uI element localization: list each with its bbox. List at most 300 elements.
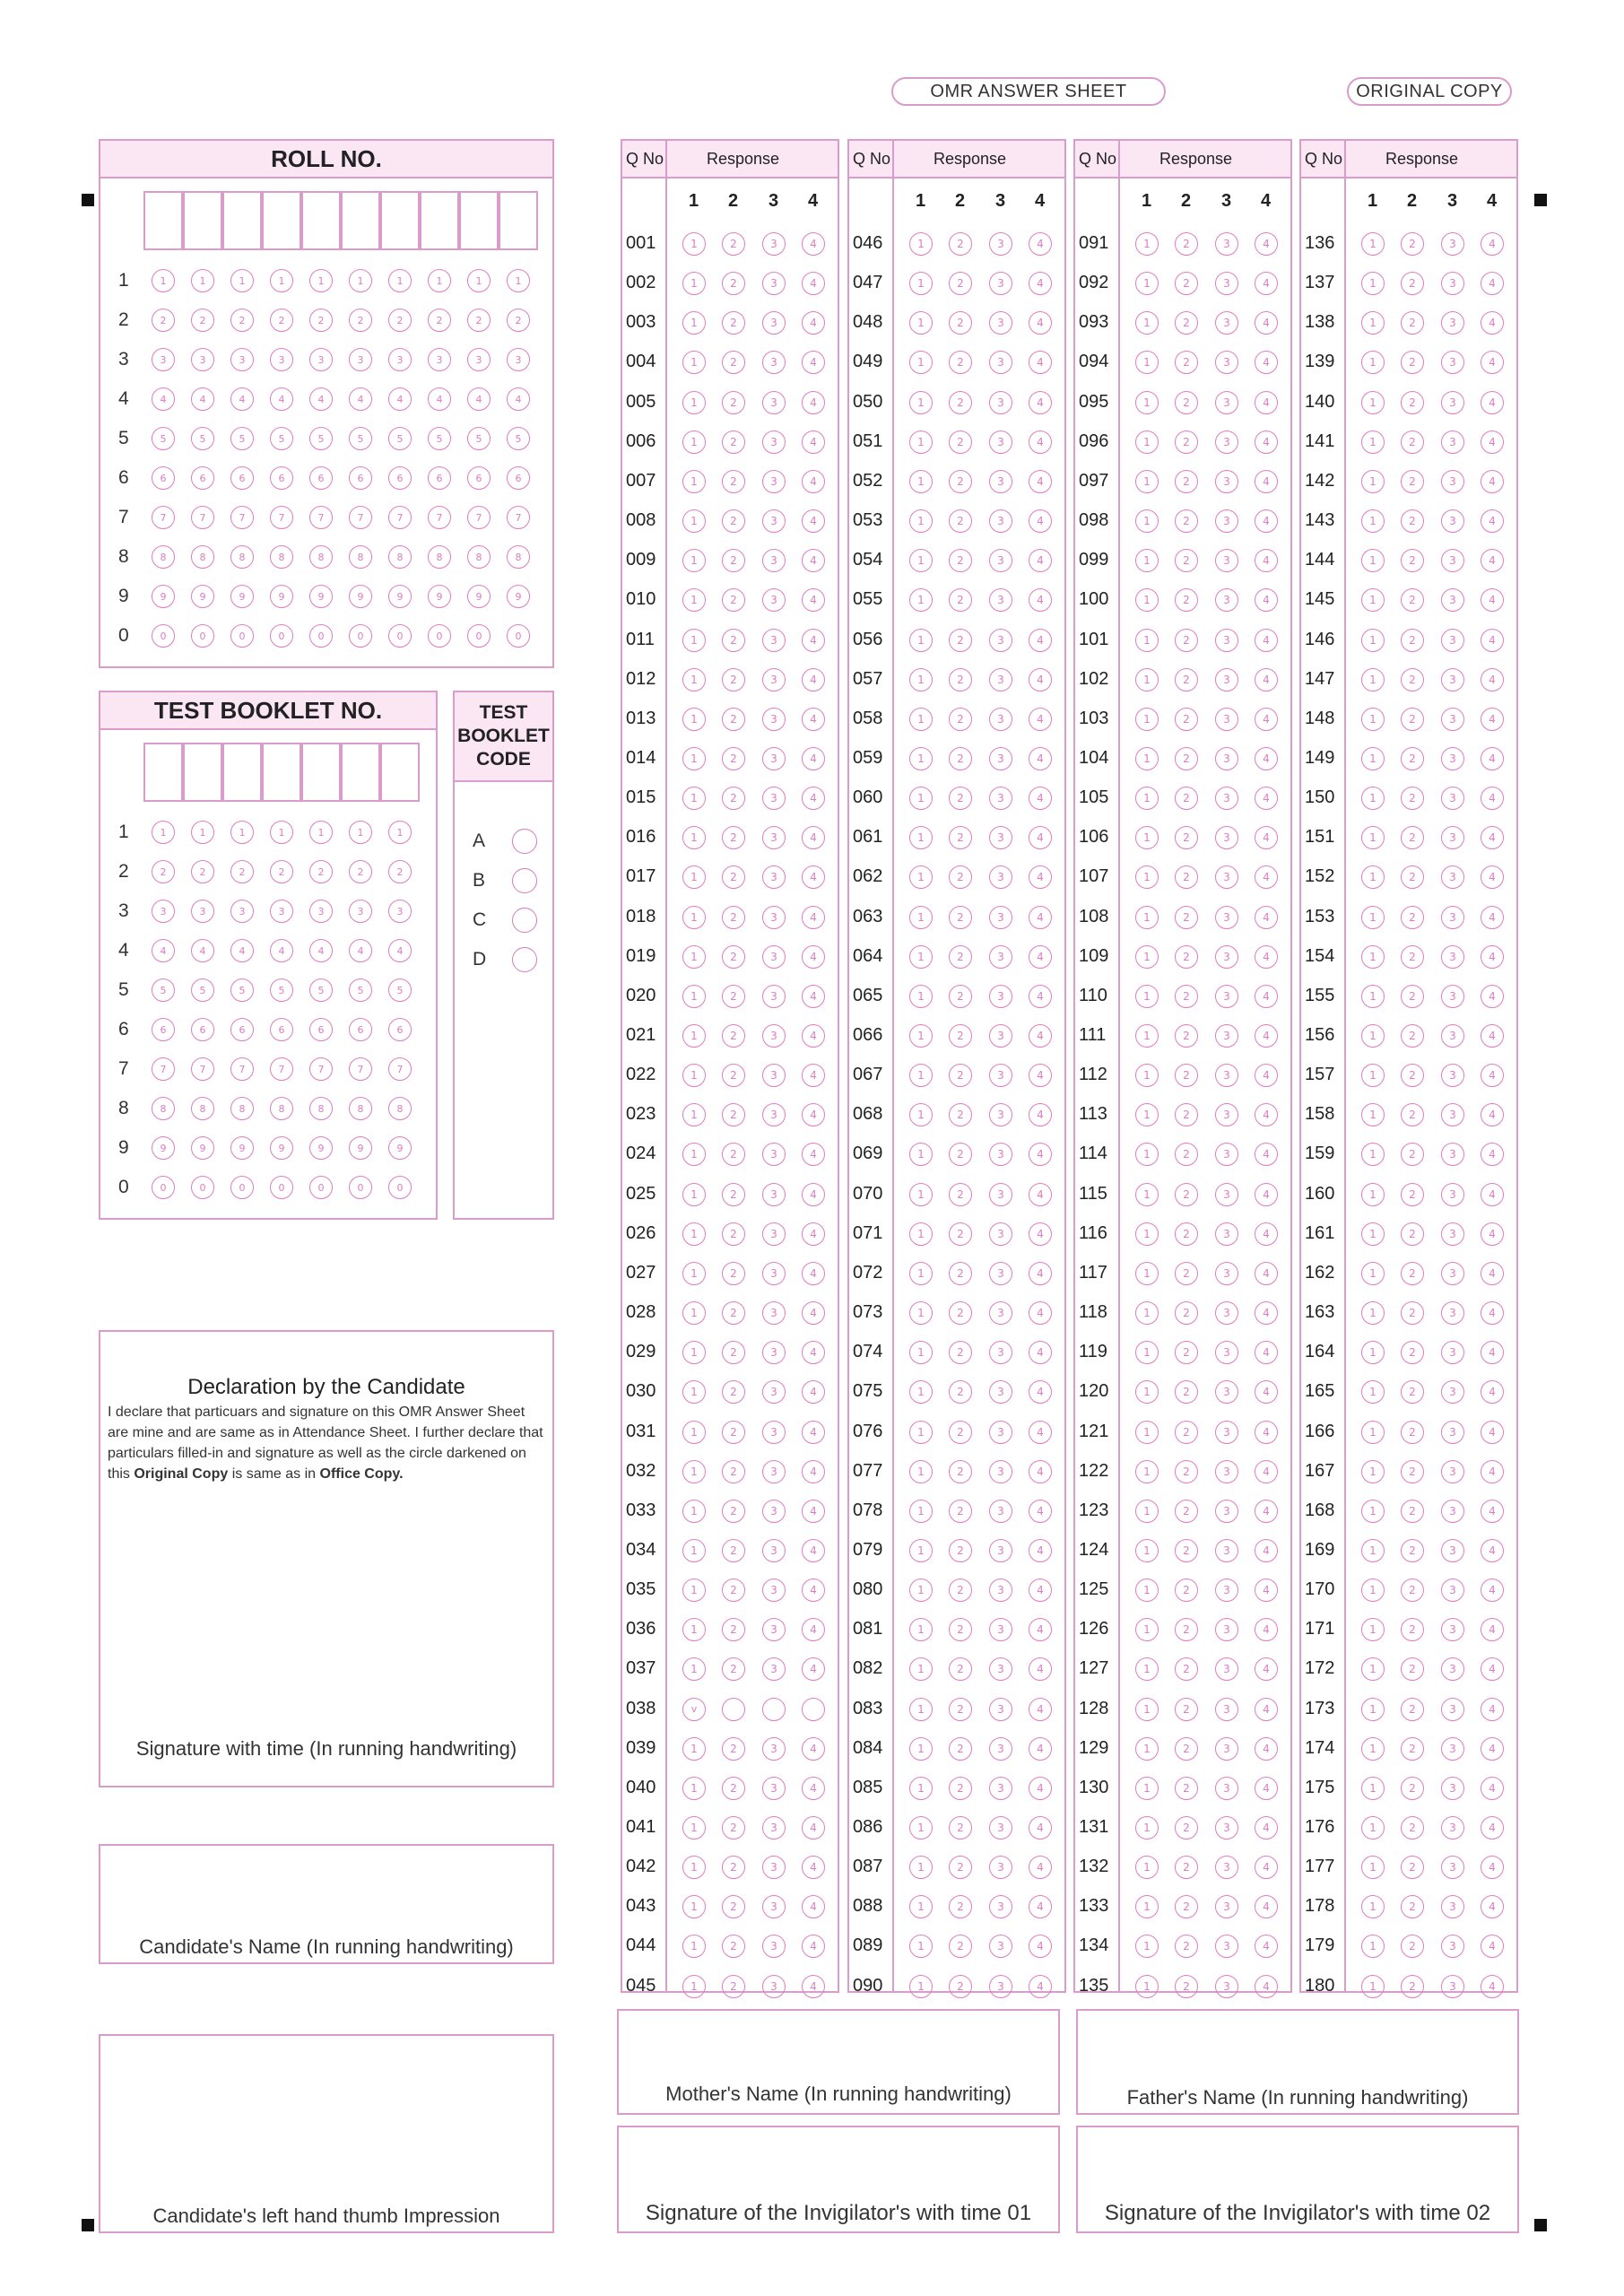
answer-bubble[interactable]: 4 [1255, 668, 1278, 691]
answer-bubble[interactable]: 2 [949, 311, 972, 335]
answer-bubble[interactable]: 1 [682, 668, 706, 691]
answer-bubble[interactable]: 1 [909, 1856, 933, 1879]
answer-bubble[interactable]: 2 [1401, 629, 1424, 652]
answer-bubble[interactable]: 2 [722, 708, 745, 731]
answer-bubble[interactable]: 3 [1441, 1698, 1464, 1721]
answer-bubble[interactable]: 3 [1215, 1657, 1238, 1681]
answer-bubble[interactable]: 1 [1361, 1935, 1385, 1958]
answer-bubble[interactable]: 2 [949, 1618, 972, 1641]
answer-bubble[interactable]: 3 [762, 1975, 786, 1998]
answer-bubble[interactable]: 3 [989, 311, 1012, 335]
answer-bubble[interactable]: 3 [762, 430, 786, 454]
answer-bubble[interactable]: 3 [762, 945, 786, 969]
booklet-digit-bubble[interactable]: 5 [349, 978, 372, 1002]
roll-digit-bubble[interactable]: 9 [309, 585, 333, 608]
answer-bubble[interactable]: 4 [1029, 430, 1052, 454]
answer-bubble[interactable]: 1 [1135, 1064, 1159, 1087]
answer-bubble[interactable]: 2 [1401, 1103, 1424, 1126]
answer-bubble[interactable]: 4 [1481, 272, 1504, 295]
roll-digit-bubble[interactable]: 8 [388, 545, 412, 569]
answer-bubble[interactable]: 1 [682, 232, 706, 256]
answer-bubble[interactable]: 4 [1029, 549, 1052, 572]
answer-bubble[interactable]: 2 [1175, 1301, 1198, 1325]
answer-bubble[interactable]: 1 [1361, 747, 1385, 770]
answer-bubble[interactable]: 1 [909, 232, 933, 256]
booklet-digit-bubble[interactable]: 3 [388, 900, 412, 923]
answer-bubble[interactable]: 2 [1401, 1539, 1424, 1562]
answer-bubble[interactable]: 1 [682, 708, 706, 731]
roll-digit-bubble[interactable]: 2 [230, 309, 254, 332]
answer-bubble[interactable]: 4 [1481, 1460, 1504, 1483]
answer-bubble[interactable]: 1 [682, 272, 706, 295]
roll-digit-bubble[interactable]: 8 [230, 545, 254, 569]
answer-bubble[interactable]: 3 [762, 747, 786, 770]
answer-bubble[interactable]: 1 [1135, 787, 1159, 810]
answer-bubble[interactable]: 4 [802, 1578, 825, 1602]
booklet-write-cell[interactable] [380, 743, 420, 802]
answer-bubble[interactable]: 3 [1215, 1975, 1238, 1998]
roll-digit-bubble[interactable]: 9 [388, 585, 412, 608]
answer-bubble[interactable]: 2 [1401, 1737, 1424, 1761]
answer-bubble[interactable]: 1 [1135, 708, 1159, 731]
answer-bubble[interactable]: 4 [1029, 1064, 1052, 1087]
answer-bubble[interactable]: 1 [1361, 1500, 1385, 1523]
answer-bubble[interactable]: 3 [1441, 1341, 1464, 1364]
answer-bubble[interactable]: 4 [1255, 945, 1278, 969]
answer-bubble[interactable]: 4 [1029, 1183, 1052, 1206]
answer-bubble[interactable]: 4 [1255, 311, 1278, 335]
answer-bubble[interactable]: 1 [1361, 430, 1385, 454]
answer-bubble[interactable]: 2 [722, 391, 745, 414]
roll-digit-bubble[interactable]: 2 [309, 309, 333, 332]
answer-bubble[interactable]: 4 [1481, 906, 1504, 929]
answer-bubble[interactable]: 4 [1255, 1064, 1278, 1087]
answer-bubble[interactable]: 3 [989, 1975, 1012, 1998]
answer-bubble[interactable]: 3 [1215, 1737, 1238, 1761]
answer-bubble[interactable]: 4 [1029, 1539, 1052, 1562]
booklet-write-cell[interactable] [222, 743, 262, 802]
roll-digit-bubble[interactable]: 6 [270, 466, 293, 490]
answer-bubble[interactable]: 2 [949, 1262, 972, 1285]
answer-bubble[interactable]: 3 [1441, 1380, 1464, 1404]
answer-bubble[interactable]: 2 [1175, 549, 1198, 572]
answer-bubble[interactable]: 3 [762, 1380, 786, 1404]
answer-bubble[interactable]: 2 [722, 1143, 745, 1166]
answer-bubble[interactable]: 1 [1135, 1500, 1159, 1523]
answer-bubble[interactable]: 4 [1029, 1222, 1052, 1246]
answer-bubble[interactable]: 2 [1175, 588, 1198, 612]
booklet-digit-bubble[interactable]: 0 [230, 1176, 254, 1199]
roll-digit-bubble[interactable]: 2 [507, 309, 530, 332]
answer-bubble[interactable]: 3 [989, 1064, 1012, 1087]
answer-bubble[interactable]: v [682, 1698, 706, 1721]
answer-bubble[interactable]: 1 [909, 1539, 933, 1562]
answer-bubble[interactable]: 4 [1029, 1737, 1052, 1761]
answer-bubble[interactable]: 4 [1481, 1935, 1504, 1958]
roll-digit-bubble[interactable]: 4 [230, 387, 254, 411]
roll-digit-bubble[interactable]: 3 [507, 348, 530, 371]
answer-bubble[interactable]: 1 [682, 351, 706, 374]
answer-bubble[interactable]: 1 [682, 906, 706, 929]
answer-bubble[interactable]: 1 [1135, 1183, 1159, 1206]
answer-bubble[interactable]: 1 [1361, 787, 1385, 810]
answer-bubble[interactable]: 4 [1481, 668, 1504, 691]
answer-bubble[interactable]: 2 [949, 1500, 972, 1523]
booklet-write-cell[interactable] [341, 743, 380, 802]
answer-bubble[interactable]: 1 [909, 351, 933, 374]
answer-bubble[interactable]: 2 [949, 1935, 972, 1958]
answer-bubble[interactable]: 2 [949, 1657, 972, 1681]
answer-bubble[interactable]: 4 [1029, 945, 1052, 969]
answer-bubble[interactable]: 1 [909, 1816, 933, 1839]
roll-digit-bubble[interactable]: 7 [388, 506, 412, 529]
invigilator-signature-1-field[interactable] [617, 2126, 1060, 2233]
answer-bubble[interactable]: 4 [1255, 588, 1278, 612]
answer-bubble[interactable]: 2 [949, 1301, 972, 1325]
answer-bubble[interactable]: 1 [909, 1341, 933, 1364]
answer-bubble[interactable]: 4 [1255, 1539, 1278, 1562]
booklet-digit-bubble[interactable]: 4 [152, 939, 175, 962]
answer-bubble[interactable]: 4 [802, 1064, 825, 1087]
answer-bubble[interactable]: 4 [1255, 1421, 1278, 1444]
answer-bubble[interactable]: 1 [909, 1064, 933, 1087]
booklet-digit-bubble[interactable]: 3 [152, 900, 175, 923]
answer-bubble[interactable]: 2 [1175, 1777, 1198, 1800]
answer-bubble[interactable]: 3 [1215, 311, 1238, 335]
answer-bubble[interactable]: 1 [1135, 1262, 1159, 1285]
answer-bubble[interactable]: 4 [802, 826, 825, 849]
answer-bubble[interactable]: 2 [722, 865, 745, 889]
answer-bubble[interactable]: 2 [1175, 1500, 1198, 1523]
answer-bubble[interactable]: 2 [949, 787, 972, 810]
answer-bubble[interactable]: 2 [1175, 1618, 1198, 1641]
answer-bubble[interactable]: 4 [802, 985, 825, 1008]
roll-digit-bubble[interactable]: 5 [309, 427, 333, 450]
answer-bubble[interactable]: 4 [1255, 708, 1278, 731]
answer-bubble[interactable]: 3 [989, 945, 1012, 969]
roll-digit-bubble[interactable]: 2 [270, 309, 293, 332]
roll-digit-bubble[interactable]: 5 [349, 427, 372, 450]
answer-bubble[interactable]: 2 [1175, 1737, 1198, 1761]
answer-bubble[interactable]: 2 [722, 1460, 745, 1483]
answer-bubble[interactable]: 4 [1481, 826, 1504, 849]
answer-bubble[interactable]: 4 [1029, 232, 1052, 256]
answer-bubble[interactable]: 3 [1215, 1578, 1238, 1602]
answer-bubble[interactable]: 4 [802, 747, 825, 770]
answer-bubble[interactable]: 1 [909, 747, 933, 770]
answer-bubble[interactable]: 1 [1361, 1341, 1385, 1364]
roll-digit-bubble[interactable]: 5 [191, 427, 214, 450]
booklet-digit-bubble[interactable]: 9 [349, 1136, 372, 1160]
answer-bubble[interactable]: 1 [909, 1380, 933, 1404]
answer-bubble[interactable]: 4 [1255, 747, 1278, 770]
answer-bubble[interactable]: 3 [1215, 629, 1238, 652]
answer-bubble[interactable]: 1 [682, 1777, 706, 1800]
roll-digit-bubble[interactable]: 7 [467, 506, 491, 529]
answer-bubble[interactable]: 4 [802, 1895, 825, 1918]
answer-bubble[interactable]: 1 [682, 1222, 706, 1246]
answer-bubble[interactable]: 2 [1401, 232, 1424, 256]
answer-bubble[interactable]: 2 [1401, 509, 1424, 533]
answer-bubble[interactable]: 1 [909, 1737, 933, 1761]
answer-bubble[interactable]: 2 [1175, 470, 1198, 493]
answer-bubble[interactable]: 4 [1255, 430, 1278, 454]
answer-bubble[interactable]: 4 [802, 1777, 825, 1800]
roll-digit-bubble[interactable]: 0 [309, 624, 333, 648]
answer-bubble[interactable]: 3 [1215, 1935, 1238, 1958]
answer-bubble[interactable]: 1 [1135, 549, 1159, 572]
answer-bubble[interactable]: 3 [1441, 1024, 1464, 1048]
answer-bubble[interactable]: 2 [1175, 430, 1198, 454]
answer-bubble[interactable]: 2 [949, 629, 972, 652]
roll-digit-bubble[interactable]: 9 [152, 585, 175, 608]
roll-write-cell[interactable] [380, 191, 420, 250]
answer-bubble[interactable]: 3 [1215, 430, 1238, 454]
answer-bubble[interactable]: 1 [1361, 1262, 1385, 1285]
booklet-digit-bubble[interactable]: 6 [349, 1018, 372, 1041]
answer-bubble[interactable]: 3 [989, 391, 1012, 414]
booklet-digit-bubble[interactable]: 8 [152, 1097, 175, 1120]
answer-bubble[interactable]: 2 [949, 509, 972, 533]
booklet-digit-bubble[interactable]: 9 [270, 1136, 293, 1160]
answer-bubble[interactable]: 4 [1255, 470, 1278, 493]
answer-bubble[interactable]: 2 [949, 1222, 972, 1246]
answer-bubble[interactable]: 1 [1135, 351, 1159, 374]
answer-bubble[interactable]: 4 [1255, 1262, 1278, 1285]
answer-bubble[interactable]: 4 [802, 1341, 825, 1364]
answer-bubble[interactable]: 2 [722, 509, 745, 533]
answer-bubble[interactable]: 3 [1215, 906, 1238, 929]
answer-bubble[interactable]: 2 [1175, 945, 1198, 969]
answer-bubble[interactable]: 2 [1175, 865, 1198, 889]
answer-bubble[interactable]: 3 [1441, 629, 1464, 652]
answer-bubble[interactable]: 3 [1441, 1421, 1464, 1444]
answer-bubble[interactable]: 1 [1135, 1301, 1159, 1325]
answer-bubble[interactable]: 1 [1135, 1737, 1159, 1761]
answer-bubble[interactable]: 2 [1401, 588, 1424, 612]
roll-write-cell[interactable] [262, 191, 301, 250]
answer-bubble[interactable]: 3 [762, 1539, 786, 1562]
roll-digit-bubble[interactable]: 2 [428, 309, 451, 332]
answer-bubble[interactable]: 3 [1441, 1262, 1464, 1285]
answer-bubble[interactable]: 4 [802, 945, 825, 969]
answer-bubble[interactable]: 4 [1255, 826, 1278, 849]
booklet-digit-bubble[interactable]: 4 [270, 939, 293, 962]
answer-bubble[interactable]: 4 [1481, 708, 1504, 731]
answer-bubble[interactable]: 3 [1215, 1262, 1238, 1285]
answer-bubble[interactable]: 3 [762, 629, 786, 652]
answer-bubble[interactable]: 1 [909, 1262, 933, 1285]
answer-bubble[interactable]: 4 [802, 1301, 825, 1325]
answer-bubble[interactable]: 2 [1175, 1341, 1198, 1364]
answer-bubble[interactable]: 4 [1255, 509, 1278, 533]
answer-bubble[interactable]: 3 [762, 668, 786, 691]
answer-bubble[interactable]: 1 [1135, 1024, 1159, 1048]
answer-bubble[interactable]: 3 [989, 1698, 1012, 1721]
answer-bubble[interactable]: 3 [1441, 906, 1464, 929]
answer-bubble[interactable]: 3 [762, 906, 786, 929]
answer-bubble[interactable]: 4 [1029, 668, 1052, 691]
booklet-digit-bubble[interactable]: 9 [191, 1136, 214, 1160]
answer-bubble[interactable]: 3 [762, 1103, 786, 1126]
answer-bubble[interactable]: 2 [1175, 1578, 1198, 1602]
answer-bubble[interactable]: 2 [722, 1975, 745, 1998]
answer-bubble[interactable]: 1 [909, 668, 933, 691]
roll-digit-bubble[interactable]: 0 [270, 624, 293, 648]
answer-bubble[interactable]: 3 [1441, 391, 1464, 414]
booklet-digit-bubble[interactable]: 2 [191, 860, 214, 883]
answer-bubble[interactable]: 3 [1215, 232, 1238, 256]
booklet-code-bubble[interactable] [512, 947, 537, 972]
roll-write-cell[interactable] [183, 191, 222, 250]
answer-bubble[interactable]: 2 [722, 1421, 745, 1444]
answer-bubble[interactable]: 3 [1441, 1103, 1464, 1126]
answer-bubble[interactable]: 2 [722, 1262, 745, 1285]
answer-bubble[interactable]: 2 [722, 1578, 745, 1602]
answer-bubble[interactable]: 4 [802, 708, 825, 731]
booklet-digit-bubble[interactable]: 4 [191, 939, 214, 962]
answer-bubble[interactable]: 3 [762, 1777, 786, 1800]
answer-bubble[interactable]: 3 [1215, 1856, 1238, 1879]
answer-bubble[interactable]: 1 [1361, 1856, 1385, 1879]
answer-bubble[interactable]: 2 [1175, 985, 1198, 1008]
answer-bubble[interactable]: 4 [802, 1737, 825, 1761]
answer-bubble[interactable]: 3 [762, 865, 786, 889]
answer-bubble[interactable]: 1 [1361, 1103, 1385, 1126]
roll-digit-bubble[interactable]: 1 [270, 269, 293, 292]
answer-bubble[interactable]: 1 [1361, 588, 1385, 612]
answer-bubble[interactable]: 4 [1255, 787, 1278, 810]
answer-bubble[interactable]: 4 [1481, 1777, 1504, 1800]
booklet-digit-bubble[interactable]: 1 [388, 821, 412, 844]
answer-bubble[interactable]: 2 [1175, 1143, 1198, 1166]
father-name-field[interactable] [1076, 2009, 1519, 2115]
answer-bubble[interactable]: 1 [909, 985, 933, 1008]
answer-bubble[interactable]: 2 [722, 588, 745, 612]
answer-bubble[interactable]: 1 [1361, 1380, 1385, 1404]
answer-bubble[interactable]: 2 [949, 588, 972, 612]
booklet-write-cell[interactable] [183, 743, 222, 802]
answer-bubble[interactable]: 2 [949, 1856, 972, 1879]
answer-bubble[interactable]: 1 [909, 1222, 933, 1246]
roll-digit-bubble[interactable]: 6 [349, 466, 372, 490]
answer-bubble[interactable]: 2 [1401, 1460, 1424, 1483]
answer-bubble[interactable]: 2 [949, 1143, 972, 1166]
answer-bubble[interactable]: 3 [1215, 1143, 1238, 1166]
answer-bubble[interactable]: 1 [1361, 1737, 1385, 1761]
roll-write-cell[interactable] [301, 191, 341, 250]
answer-bubble[interactable]: 2 [949, 1183, 972, 1206]
booklet-digit-bubble[interactable]: 3 [230, 900, 254, 923]
answer-bubble[interactable]: 3 [1441, 1301, 1464, 1325]
booklet-digit-bubble[interactable]: 2 [349, 860, 372, 883]
answer-bubble[interactable]: 1 [909, 1895, 933, 1918]
answer-bubble[interactable]: 2 [1401, 1935, 1424, 1958]
answer-bubble[interactable]: 3 [1215, 1421, 1238, 1444]
answer-bubble[interactable]: 2 [1175, 1657, 1198, 1681]
answer-bubble[interactable]: 4 [1481, 1421, 1504, 1444]
answer-bubble[interactable]: 2 [949, 1777, 972, 1800]
invigilator-signature-2-field[interactable] [1076, 2126, 1519, 2233]
answer-bubble[interactable]: 2 [1401, 1500, 1424, 1523]
answer-bubble[interactable]: 2 [1175, 1262, 1198, 1285]
answer-bubble[interactable]: 2 [1175, 272, 1198, 295]
roll-digit-bubble[interactable]: 7 [309, 506, 333, 529]
answer-bubble[interactable]: 1 [682, 470, 706, 493]
answer-bubble[interactable]: 1 [1361, 1816, 1385, 1839]
answer-bubble[interactable]: 2 [949, 1698, 972, 1721]
answer-bubble[interactable]: 4 [1255, 1895, 1278, 1918]
roll-digit-bubble[interactable]: 8 [191, 545, 214, 569]
answer-bubble[interactable]: 3 [1215, 1777, 1238, 1800]
answer-bubble[interactable]: 1 [909, 1421, 933, 1444]
answer-bubble[interactable]: 3 [762, 232, 786, 256]
answer-bubble[interactable]: 3 [1441, 1064, 1464, 1087]
answer-bubble[interactable]: 3 [762, 1737, 786, 1761]
answer-bubble[interactable]: 4 [1255, 1103, 1278, 1126]
answer-bubble[interactable]: 4 [1029, 351, 1052, 374]
answer-bubble[interactable]: 3 [762, 509, 786, 533]
answer-bubble[interactable]: 3 [762, 1895, 786, 1918]
answer-bubble[interactable]: 4 [802, 1460, 825, 1483]
answer-bubble[interactable]: 4 [1029, 1024, 1052, 1048]
roll-digit-bubble[interactable]: 2 [152, 309, 175, 332]
answer-bubble[interactable]: 4 [1029, 1262, 1052, 1285]
answer-bubble[interactable]: 1 [1135, 430, 1159, 454]
answer-bubble[interactable]: 1 [1361, 470, 1385, 493]
booklet-digit-bubble[interactable]: 2 [309, 860, 333, 883]
answer-bubble[interactable]: 3 [989, 1618, 1012, 1641]
answer-bubble[interactable]: 3 [1441, 470, 1464, 493]
answer-bubble[interactable]: 2 [1175, 1183, 1198, 1206]
answer-bubble[interactable]: 4 [1029, 787, 1052, 810]
roll-digit-bubble[interactable]: 1 [309, 269, 333, 292]
answer-bubble[interactable]: 2 [949, 865, 972, 889]
booklet-digit-bubble[interactable]: 7 [230, 1057, 254, 1081]
answer-bubble[interactable]: 1 [682, 1895, 706, 1918]
answer-bubble[interactable]: 4 [1029, 1856, 1052, 1879]
booklet-digit-bubble[interactable]: 1 [349, 821, 372, 844]
booklet-digit-bubble[interactable]: 8 [349, 1097, 372, 1120]
answer-bubble[interactable]: 2 [1175, 1856, 1198, 1879]
answer-bubble[interactable]: 1 [1361, 1975, 1385, 1998]
answer-bubble[interactable]: 4 [1481, 430, 1504, 454]
answer-bubble[interactable]: 2 [1175, 1024, 1198, 1048]
answer-bubble[interactable]: 3 [1215, 1380, 1238, 1404]
answer-bubble[interactable]: 3 [1215, 945, 1238, 969]
answer-bubble[interactable]: 3 [762, 272, 786, 295]
answer-bubble[interactable]: 3 [1215, 1222, 1238, 1246]
answer-bubble[interactable]: 3 [989, 1856, 1012, 1879]
answer-bubble[interactable]: 2 [1175, 1064, 1198, 1087]
answer-bubble[interactable]: 1 [1135, 1698, 1159, 1721]
answer-bubble[interactable]: 2 [1175, 1935, 1198, 1958]
answer-bubble[interactable]: 2 [949, 232, 972, 256]
answer-bubble[interactable]: 4 [1481, 1816, 1504, 1839]
answer-bubble[interactable]: 4 [1481, 945, 1504, 969]
answer-bubble[interactable]: 4 [1029, 1500, 1052, 1523]
roll-digit-bubble[interactable]: 1 [467, 269, 491, 292]
answer-bubble[interactable]: 3 [1215, 1895, 1238, 1918]
answer-bubble[interactable]: 4 [1029, 1103, 1052, 1126]
answer-bubble[interactable]: 2 [1175, 509, 1198, 533]
answer-bubble[interactable]: 3 [1215, 787, 1238, 810]
answer-bubble[interactable]: 1 [682, 430, 706, 454]
answer-bubble[interactable]: 3 [1215, 668, 1238, 691]
answer-bubble[interactable]: 4 [802, 1262, 825, 1285]
answer-bubble[interactable]: 4 [1255, 391, 1278, 414]
answer-bubble[interactable]: 3 [1441, 1143, 1464, 1166]
